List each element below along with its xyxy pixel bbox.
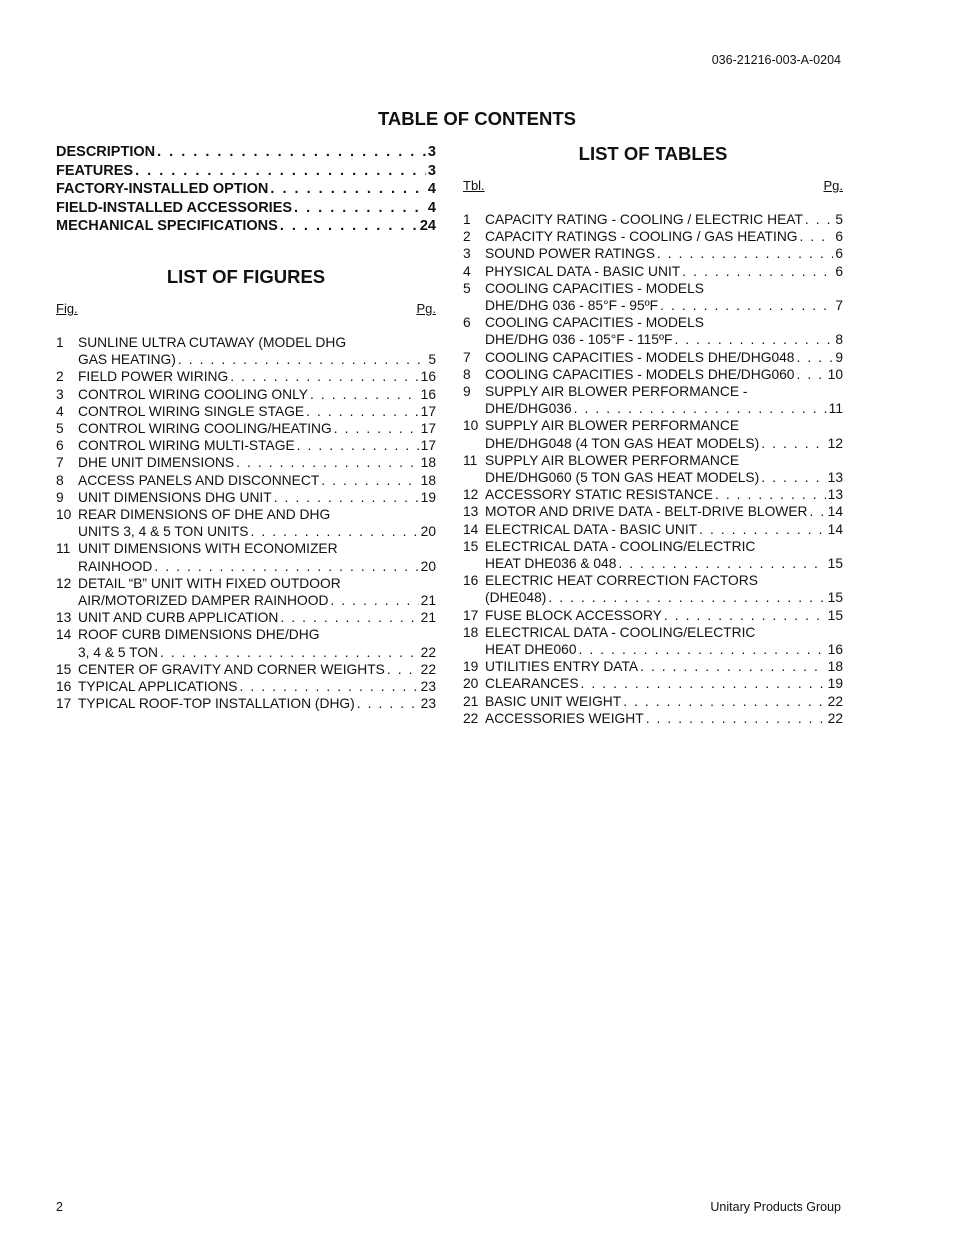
tables-entry xyxy=(463,211,843,228)
tables-entry xyxy=(463,417,843,451)
entry-text: DHE/DHG060 (5 TON GAS HEAT MODELS) xyxy=(485,470,760,486)
leader-dots xyxy=(330,592,418,609)
entry-text: CENTER OF GRAVITY AND CORNER WEIGHTS xyxy=(78,661,385,677)
entry-line xyxy=(463,658,843,675)
entry-number: 4 xyxy=(56,403,64,419)
entry-text: 3, 4 & 5 TON xyxy=(78,644,159,660)
leader-dots xyxy=(805,211,833,228)
entry-page: 18 xyxy=(827,659,843,675)
entry-number: 20 xyxy=(463,676,479,692)
entry-text: SUPPLY AIR BLOWER PERFORMANCE - xyxy=(485,384,748,400)
entry-line xyxy=(56,626,436,643)
figures-entry xyxy=(56,626,436,660)
entry-text: HEAT DHE036 & 048 xyxy=(485,556,617,572)
entry-line xyxy=(463,211,843,228)
tables-entry xyxy=(463,366,843,383)
entry-text: DHE/DHG036 xyxy=(485,401,572,417)
figures-entry xyxy=(56,403,436,420)
entry-page: 16 xyxy=(420,386,436,402)
entry-line xyxy=(56,592,436,609)
entry-text: TYPICAL APPLICATIONS xyxy=(78,679,238,695)
toc-entry xyxy=(56,217,436,236)
entry-text: ACCESSORY STATIC RESISTANCE xyxy=(485,487,713,503)
entry-number: 10 xyxy=(463,418,479,434)
leader-dots xyxy=(280,609,418,626)
entry-line xyxy=(463,228,843,245)
entry-page: 21 xyxy=(420,610,436,626)
entry-page: 9 xyxy=(835,349,843,365)
leader-dots xyxy=(135,162,426,181)
entry-line xyxy=(56,540,436,557)
entry-text: DHE/DHG 036 - 105°F - 115ºF xyxy=(485,332,673,348)
entry-number: 3 xyxy=(56,386,64,402)
entry-page: 22 xyxy=(827,693,843,709)
entry-line xyxy=(463,331,843,348)
entry-line xyxy=(56,334,436,351)
doc-number: 036-21216-003-A-0204 xyxy=(711,53,841,67)
leader-dots xyxy=(646,710,826,727)
tables-entry xyxy=(463,572,843,606)
entry-number: 18 xyxy=(463,624,479,640)
entry-number: 21 xyxy=(463,693,479,709)
entry-number: 6 xyxy=(463,315,471,331)
entry-line xyxy=(463,538,843,555)
leader-dots xyxy=(574,400,827,417)
leader-dots xyxy=(250,523,418,540)
entry-number: 7 xyxy=(56,455,64,471)
entry-number: 11 xyxy=(56,541,71,557)
entry-text: (DHE048) xyxy=(485,590,547,606)
entry-line xyxy=(56,661,436,678)
toc-entry xyxy=(56,180,436,199)
toc-entry-label: FACTORY-INSTALLED OPTION xyxy=(56,181,269,198)
entry-line xyxy=(463,245,843,262)
entry-page: 16 xyxy=(827,642,843,658)
leader-dots xyxy=(664,607,826,624)
entry-number: 15 xyxy=(463,538,479,554)
entry-line xyxy=(463,366,843,383)
entry-page: 21 xyxy=(420,593,436,609)
entry-text: COOLING CAPACITIES - MODELS xyxy=(485,315,704,331)
entry-text: ELECTRICAL DATA - COOLING/ELECTRIC xyxy=(485,538,756,554)
leader-dots xyxy=(761,435,825,452)
entry-text: COOLING CAPACITIES - MODELS DHE/DHG048 xyxy=(485,349,795,365)
entry-line xyxy=(463,435,843,452)
tables-entry xyxy=(463,521,843,538)
tables-entry xyxy=(463,349,843,366)
entry-text: CAPACITY RATING - COOLING / ELECTRIC HEAT xyxy=(485,212,803,227)
toc-entry xyxy=(56,162,436,181)
entry-number: 12 xyxy=(56,575,72,591)
entry-text: UTILITIES ENTRY DATA xyxy=(485,659,639,675)
figures-entry xyxy=(56,575,436,609)
leader-dots xyxy=(761,469,825,486)
leader-dots xyxy=(657,245,833,262)
figures-entry xyxy=(56,437,436,454)
entry-line xyxy=(463,624,843,641)
left-column xyxy=(56,143,436,712)
entry-number: 10 xyxy=(56,507,72,522)
entry-text: REAR DIMENSIONS OF DHE AND DHG xyxy=(78,507,331,522)
entry-text: ELECTRICAL DATA - BASIC UNIT xyxy=(485,521,698,537)
entry-text: RAINHOOD xyxy=(78,558,153,574)
toc-entry xyxy=(56,199,436,218)
entry-line xyxy=(463,641,843,658)
leader-dots xyxy=(157,143,426,162)
leader-dots xyxy=(334,420,419,437)
entry-number: 4 xyxy=(463,263,471,279)
entry-text: SUPPLY AIR BLOWER PERFORMANCE xyxy=(485,418,740,434)
entry-page: 23 xyxy=(420,679,436,695)
entry-page: 11 xyxy=(828,401,843,417)
entry-number: 8 xyxy=(463,366,471,382)
entry-text: MOTOR AND DRIVE DATA - BELT-DRIVE BLOWER xyxy=(485,504,808,520)
leader-dots xyxy=(280,217,418,236)
entry-text: FUSE BLOCK ACCESSORY xyxy=(485,607,662,623)
entry-page: 16 xyxy=(420,369,436,385)
toc-entry-page: 3 xyxy=(427,144,436,160)
entry-line xyxy=(56,472,436,489)
leader-dots xyxy=(581,675,826,692)
figures-list xyxy=(56,334,436,712)
entry-text: ACCESS PANELS AND DISCONNECT xyxy=(78,472,320,488)
entry-line xyxy=(463,383,843,400)
entry-line xyxy=(463,521,843,538)
entry-line xyxy=(463,297,843,314)
leader-dots xyxy=(699,521,826,538)
entry-text: DHE/DHG 036 - 85°F - 95ºF xyxy=(485,298,659,314)
tables-entry xyxy=(463,486,843,503)
toc-entry-page: 4 xyxy=(427,181,436,198)
entry-text: DHE UNIT DIMENSIONS xyxy=(78,455,235,471)
leader-dots xyxy=(810,503,826,520)
leader-dots xyxy=(387,661,419,678)
entry-text: CONTROL WIRING MULTI-STAGE xyxy=(78,438,295,454)
leader-dots xyxy=(154,558,418,575)
entry-line xyxy=(56,506,436,523)
entry-page: 14 xyxy=(827,504,843,520)
entry-line xyxy=(463,486,843,503)
leader-dots xyxy=(160,644,419,661)
entry-number: 6 xyxy=(56,438,64,454)
toc-entry-page: 3 xyxy=(427,162,436,179)
entry-page: 20 xyxy=(420,524,436,540)
entry-number: 1 xyxy=(463,212,471,227)
entry-line xyxy=(463,572,843,589)
entry-text: SOUND POWER RATINGS xyxy=(485,246,655,262)
tables-entry xyxy=(463,280,843,314)
entry-line xyxy=(56,403,436,420)
entry-number: 17 xyxy=(56,696,72,712)
entry-line xyxy=(463,263,843,280)
entry-text: ACCESSORIES WEIGHT xyxy=(485,710,644,726)
entry-text: GAS HEATING) xyxy=(78,352,176,368)
entry-text: BASIC UNIT WEIGHT xyxy=(485,693,622,709)
figures-entry xyxy=(56,506,436,540)
leader-dots xyxy=(270,180,426,199)
entry-page: 6 xyxy=(835,229,843,245)
entry-line xyxy=(463,349,843,366)
entry-number: 2 xyxy=(463,229,471,245)
entry-text: ELECTRICAL DATA - COOLING/ELECTRIC xyxy=(485,624,756,640)
toc-entry-label: MECHANICAL SPECIFICATIONS xyxy=(56,218,278,235)
entry-text: ELECTRIC HEAT CORRECTION FACTORS xyxy=(485,573,758,589)
tables-entry xyxy=(463,607,843,624)
entry-text: SUPPLY AIR BLOWER PERFORMANCE xyxy=(485,452,740,468)
toc-list xyxy=(56,143,436,236)
entry-line xyxy=(56,523,436,540)
entry-line xyxy=(56,678,436,695)
entry-line xyxy=(463,675,843,692)
entry-page: 19 xyxy=(420,489,436,505)
entry-page: 14 xyxy=(827,521,843,537)
tables-page-label: Pg. xyxy=(823,178,843,193)
figures-entry xyxy=(56,334,436,368)
entry-number: 9 xyxy=(463,384,471,400)
entry-text: ROOF CURB DIMENSIONS DHE/DHG xyxy=(78,627,320,643)
entry-number: 5 xyxy=(56,420,64,436)
leader-dots xyxy=(239,678,418,695)
figures-entry xyxy=(56,540,436,574)
toc-title: TABLE OF CONTENTS xyxy=(377,108,576,129)
entry-text: AIR/MOTORIZED DAMPER RAINHOOD xyxy=(78,593,329,609)
leader-dots xyxy=(548,589,825,606)
entry-line xyxy=(56,575,436,592)
toc-entry xyxy=(56,143,436,162)
entry-page: 22 xyxy=(827,710,843,726)
entry-text: CLEARANCES xyxy=(485,676,579,692)
entry-line xyxy=(463,314,843,331)
entry-text: COOLING CAPACITIES - MODELS xyxy=(485,280,704,296)
entry-text: HEAT DHE060 xyxy=(485,642,577,658)
entry-number: 14 xyxy=(463,521,479,537)
entry-line xyxy=(463,280,843,297)
figures-entry xyxy=(56,454,436,471)
leader-dots xyxy=(640,658,826,675)
leader-dots xyxy=(579,641,826,658)
entry-line xyxy=(56,644,436,661)
figures-entry xyxy=(56,420,436,437)
entry-line xyxy=(463,469,843,486)
entry-number: 12 xyxy=(463,487,479,503)
entry-text: CONTROL WIRING COOLING ONLY xyxy=(78,386,308,402)
entry-text: UNITS 3, 4 & 5 TON UNITS xyxy=(78,524,249,540)
figures-entry xyxy=(56,609,436,626)
entry-text: SUNLINE ULTRA CUTAWAY (MODEL DHG xyxy=(78,334,347,350)
leader-dots xyxy=(294,199,426,218)
entry-number: 13 xyxy=(56,610,72,626)
entry-line xyxy=(463,400,843,417)
entry-number: 5 xyxy=(463,280,471,296)
toc-entry-page: 24 xyxy=(419,218,436,235)
toc-entry-page: 4 xyxy=(427,199,436,216)
figures-page-label: Pg. xyxy=(416,300,436,316)
entry-number: 3 xyxy=(463,246,471,262)
tables-entry xyxy=(463,452,843,486)
entry-page: 12 xyxy=(827,435,843,451)
entry-number: 19 xyxy=(463,659,479,675)
entry-text: UNIT DIMENSIONS WITH ECONOMIZER xyxy=(78,541,338,557)
entry-line xyxy=(463,555,843,572)
entry-line xyxy=(56,351,436,368)
entry-number: 9 xyxy=(56,489,64,505)
entry-number: 14 xyxy=(56,627,72,643)
entry-page: 18 xyxy=(420,455,436,471)
entry-text: UNIT DIMENSIONS DHG UNIT xyxy=(78,489,272,505)
entry-text: DETAIL “B” UNIT WITH FIXED OUTDOOR xyxy=(78,575,341,591)
entry-page: 15 xyxy=(827,590,843,606)
entry-page: 17 xyxy=(420,438,436,454)
page-number: 2 xyxy=(56,1200,63,1214)
entry-text: COOLING CAPACITIES - MODELS DHE/DHG060 xyxy=(485,366,795,382)
leader-dots xyxy=(230,368,418,385)
tables-entry xyxy=(463,710,843,727)
entry-page: 10 xyxy=(827,366,843,382)
entry-line xyxy=(56,386,436,403)
entry-number: 13 xyxy=(463,504,479,520)
entry-number: 8 xyxy=(56,472,64,488)
tables-entry xyxy=(463,675,843,692)
entry-line xyxy=(56,609,436,626)
entry-line xyxy=(56,420,436,437)
entry-line xyxy=(56,558,436,575)
entry-number: 17 xyxy=(463,607,479,623)
entry-number: 22 xyxy=(463,710,479,726)
entry-number: 1 xyxy=(56,334,64,350)
leader-dots xyxy=(682,263,833,280)
figures-entry xyxy=(56,489,436,506)
entry-page: 5 xyxy=(428,352,436,368)
figures-entry xyxy=(56,678,436,695)
figures-column-header xyxy=(56,301,436,316)
leader-dots xyxy=(274,489,419,506)
tables-entry xyxy=(463,503,843,520)
toc-entry-label: FIELD-INSTALLED ACCESSORIES xyxy=(56,199,293,216)
entry-text: PHYSICAL DATA - BASIC UNIT xyxy=(485,263,681,279)
entry-page: 22 xyxy=(420,661,436,677)
entry-text: CONTROL WIRING COOLING/HEATING xyxy=(78,420,332,436)
entry-line xyxy=(463,710,843,727)
figures-col-label: Fig. xyxy=(56,300,78,316)
entry-line xyxy=(463,693,843,710)
entry-text: CAPACITY RATINGS - COOLING / GAS HEATING xyxy=(485,229,798,245)
company-name: Unitary Products Group xyxy=(710,1200,841,1214)
leader-dots xyxy=(618,555,825,572)
leader-dots xyxy=(297,437,419,454)
entry-page: 20 xyxy=(420,558,436,574)
entry-line xyxy=(56,454,436,471)
tables-entry xyxy=(463,245,843,262)
entry-number: 2 xyxy=(56,369,64,385)
entry-page: 7 xyxy=(835,298,843,314)
entry-number: 15 xyxy=(56,661,72,677)
entry-number: 16 xyxy=(56,679,72,695)
tables-entry xyxy=(463,263,843,280)
entry-line xyxy=(56,695,436,712)
leader-dots xyxy=(796,366,825,383)
leader-dots xyxy=(310,386,419,403)
leader-dots xyxy=(236,454,419,471)
tables-entry xyxy=(463,383,843,417)
figures-entry xyxy=(56,368,436,385)
entry-page: 13 xyxy=(827,470,843,486)
figures-entry xyxy=(56,472,436,489)
leader-dots xyxy=(178,351,426,368)
entry-page: 13 xyxy=(827,487,843,503)
leader-dots xyxy=(800,228,834,245)
leader-dots xyxy=(321,472,418,489)
tables-entry xyxy=(463,538,843,572)
entry-number: 7 xyxy=(463,349,471,365)
leader-dots xyxy=(660,297,833,314)
entry-page: 6 xyxy=(835,263,843,279)
leader-dots xyxy=(306,403,419,420)
entry-page: 15 xyxy=(827,607,843,623)
figures-entry xyxy=(56,386,436,403)
entry-number: 11 xyxy=(463,452,478,468)
entry-text: TYPICAL ROOF-TOP INSTALLATION (DHG) xyxy=(78,696,355,712)
tables-entry xyxy=(463,693,843,710)
leader-dots xyxy=(796,349,833,366)
entry-page: 19 xyxy=(827,676,843,692)
entry-page: 17 xyxy=(420,403,436,419)
entry-text: UNIT AND CURB APPLICATION xyxy=(78,610,279,626)
leader-dots xyxy=(674,331,833,348)
figures-title: LIST OF FIGURES xyxy=(166,265,326,287)
entry-text: CONTROL WIRING SINGLE STAGE xyxy=(78,403,305,419)
tables-title: LIST OF TABLES xyxy=(578,143,728,164)
right-column xyxy=(463,143,843,727)
entry-line xyxy=(463,452,843,469)
entry-page: 22 xyxy=(420,644,436,660)
leader-dots xyxy=(357,695,419,712)
entry-page: 15 xyxy=(827,556,843,572)
figures-entry xyxy=(56,661,436,678)
entry-line xyxy=(463,607,843,624)
entry-page: 6 xyxy=(835,246,843,262)
entry-line xyxy=(463,417,843,434)
entry-line xyxy=(463,589,843,606)
tables-entry xyxy=(463,624,843,658)
entry-text: DHE/DHG048 (4 TON GAS HEAT MODELS) xyxy=(485,435,760,451)
entry-number: 16 xyxy=(463,573,479,589)
entry-line xyxy=(56,489,436,506)
entry-line xyxy=(56,437,436,454)
tables-entry xyxy=(463,228,843,245)
figures-entry xyxy=(56,695,436,712)
toc-entry-label: FEATURES xyxy=(56,162,134,179)
entry-line xyxy=(463,503,843,520)
entry-page: 17 xyxy=(420,420,436,436)
tables-col-label: Tbl. xyxy=(463,178,485,193)
tables-column-header xyxy=(463,178,843,193)
entry-page: 5 xyxy=(835,212,843,227)
entry-page: 8 xyxy=(835,332,843,348)
tables-list xyxy=(463,211,843,727)
entry-page: 18 xyxy=(420,472,436,488)
tables-entry xyxy=(463,658,843,675)
leader-dots xyxy=(715,486,826,503)
toc-entry-label: DESCRIPTION xyxy=(56,144,156,160)
entry-page: 23 xyxy=(420,696,436,712)
leader-dots xyxy=(623,693,825,710)
entry-text: FIELD POWER WIRING xyxy=(78,369,229,385)
tables-entry xyxy=(463,314,843,348)
entry-line xyxy=(56,368,436,385)
